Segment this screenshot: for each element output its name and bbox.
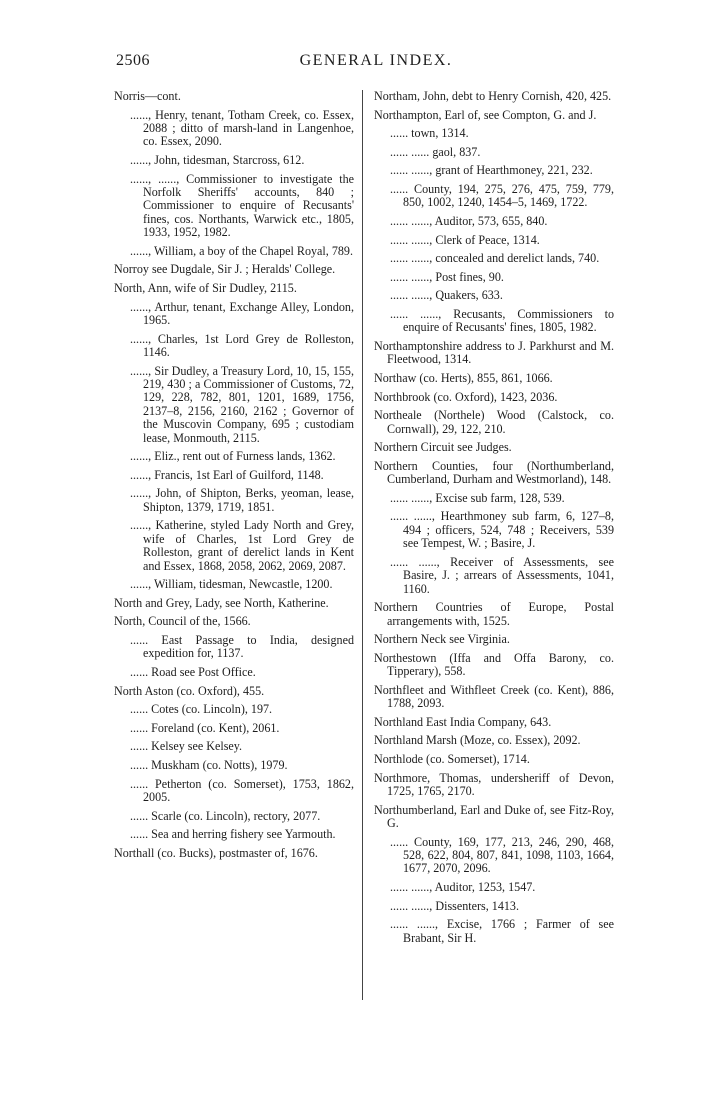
index-subentry: ...... ......, Post fines, 90. [390,269,504,284]
index-subentry: ...... ......, grant of Hearthmoney, 221, 232. [390,163,593,178]
index-subentry: ...... ......, Clerk of Peace, 1314. [390,232,540,247]
index-subentry: ...... County, 169, 177, 213, 246, 290, 468, 528, 622, 804, 807, 841, 1098, 1103, 1664, 1677, 2070, 2096. [390,834,614,876]
index-subentry: ...... ......, Hearthmoney sub farm, 6, 127–8, 494 ; officers, 524, 748 ; Receivers, 539 see Tempest, W. ; Basire, J. [390,509,614,551]
index-entry: Northmore, Thomas, undersheriff of Devon, 1725, 1765, 2170. [374,770,614,798]
index-subentry: ......, ......, Commissioner to investigate the Norfolk Sheriffs' accounts, 840 ; Commissioner to enquire of Recusants' fines, cos. Northants, Warwick etc., 1805, 1933, 1952, 1982. [130,171,354,240]
index-subentry: ...... Kelsey see Kelsey. [130,739,243,754]
index-subentry: ...... town, 1314. [390,126,469,141]
index-entry: Northumberland, Earl and Duke of, see Fitz-Roy, G. [374,802,614,830]
index-subentry: ......, Eliz., rent out of Furness lands, 1362. [130,449,336,464]
index-entry: Northampton, Earl of, see Compton, G. and J. [374,107,597,122]
index-entry: Northland Marsh (Moze, co. Essex), 2092. [374,733,581,748]
index-subentry: ...... Scarle (co. Lincoln), rectory, 2077. [130,808,321,823]
index-entry: Northaw (co. Herts), 855, 861, 1066. [374,370,553,385]
index-entry: Northeale (Northele) Wood (Calstock, co. Cornwall), 29, 122, 210. [374,408,614,436]
index-subentry: ...... ...... gaol, 837. [390,144,481,159]
index-entry: Northall (co. Bucks), postmaster of, 1676. [114,845,318,860]
index-subentry: ...... Petherton (co. Somerset), 1753, 1862, 2005. [130,776,354,804]
index-entry: Northland East India Company, 643. [374,714,552,729]
index-entry: Northfleet and Withfleet Creek (co. Kent), 886, 1788, 2093. [374,682,614,711]
index-entry: North, Ann, wife of Sir Dudley, 2115. [114,281,297,295]
index-entry: Northestown (Iffa and Offa Barony, co. Tipperary), 558. [374,650,614,679]
index-entry: Northern Countries of Europe, Postal arrangements with, 1525. [374,600,614,628]
index-subentry: ...... Road see Post Office. [130,665,256,679]
index-subentry: ...... Sea and herring fishery see Yarmouth. [130,827,336,842]
index-entry: Northbrook (co. Oxford), 1423, 2036. [374,389,558,404]
index-entry: North and Grey, Lady, see North, Katherine. [114,595,329,610]
index-entry: Northern Counties, four (Northumberland, Cumberland, Durham and Westmorland), 148. [374,458,614,487]
index-subentry: ......, John, of Shipton, Berks, yeoman, lease, Shipton, 1379, 1719, 1851. [130,486,354,514]
index-subentry: ...... ......, Excise sub farm, 128, 539. [390,490,565,505]
left-column [114,90,354,865]
index-subentry: ......, Sir Dudley, a Treasury Lord, 10, 15, 155, 219, 430 ; a Commissioner of Customs, 72, 129, 228, 782, 801, 1201, 1689, 1756, 2137–8, 2156, 2160, 2162 ; Governor of the Muscovin Company, 695 ; custodiam lease, Monmouth, 2115. [130,363,354,445]
index-subentry: ...... East Passage to India, designed expedition for, 1137. [130,633,354,661]
index-subentry: ......, John, tidesman, Starcross, 612. [130,153,305,167]
index-entry: Northlode (co. Somerset), 1714. [374,751,530,766]
index-entry: Northamptonshire address to J. Parkhurst and M. Fleetwood, 1314. [374,338,614,367]
index-subentry: ...... Cotes (co. Lincoln), 197. [130,702,273,717]
page-header [116,52,636,76]
index-subentry: ...... ......, Auditor, 573, 655, 840. [390,213,548,228]
page-number: 2506 [116,52,150,69]
index-subentry: ......, Arthur, tenant, Exchange Alley, London, 1965. [130,299,354,327]
index-subentry: ......, Katherine, styled Lady North and Grey, wife of Charles, 1st Lord Grey de Rolleston, grant of derelict lands in Kent and Essex, 1868, 2058, 2062, 2069, 2087. [130,518,354,573]
index-subentry: ...... ......, Receiver of Assessments, see Basire, J. ; arrears of Assessments, 1041, 1160. [390,554,614,596]
index-entry: North, Council of the, 1566. [114,614,251,629]
index-subentry: ......, William, tidesman, Newcastle, 1200. [130,577,333,592]
column-divider [362,90,363,1000]
index-subentry: ......, Francis, 1st Earl of Guilford, 1148. [130,467,324,482]
index-subentry: ...... ......, Dissenters, 1413. [390,898,519,913]
index-subentry: ......, Charles, 1st Lord Grey de Rolleston, 1146. [130,331,354,359]
page-title: GENERAL INDEX. [299,52,453,69]
index-subentry: ...... ......, concealed and derelict lands, 740. [390,251,600,266]
index-subentry: ...... ......, Excise, 1766 ; Farmer of see Brabant, Sir H. [390,917,614,945]
index-entry: Northam, John, debt to Henry Cornish, 420, 425. [374,89,612,103]
index-entry: Norroy see Dugdale, Sir J. ; Heralds' College. [114,262,336,277]
index-entry: Norris—cont. [114,89,181,103]
index-subentry: ......, Henry, tenant, Totham Creek, co. Essex, 2088 ; ditto of marsh-land in Langenhoe, co. Essex, 2090. [130,107,354,149]
index-subentry: ......, William, a boy of the Chapel Royal, 789. [130,243,353,258]
index-entry: Northern Neck see Virginia. [374,632,510,647]
index-entry: North Aston (co. Oxford), 455. [114,683,265,698]
index-subentry: ...... Muskham (co. Notts), 1979. [130,757,288,772]
index-subentry: ...... ......, Auditor, 1253, 1547. [390,879,536,894]
index-subentry: ...... ......, Quakers, 633. [390,288,503,303]
index-subentry: ...... ......, Recusants, Commissioners to enquire of Recusants' fines, 1805, 1982. [390,306,614,335]
index-entry: Northern Circuit see Judges. [374,440,512,455]
index-subentry: ...... Foreland (co. Kent), 2061. [130,720,280,735]
index-subentry: ...... County, 194, 275, 276, 475, 759, 779, 850, 1002, 1240, 1454–5, 1469, 1722. [390,181,614,210]
right-column [374,90,614,950]
